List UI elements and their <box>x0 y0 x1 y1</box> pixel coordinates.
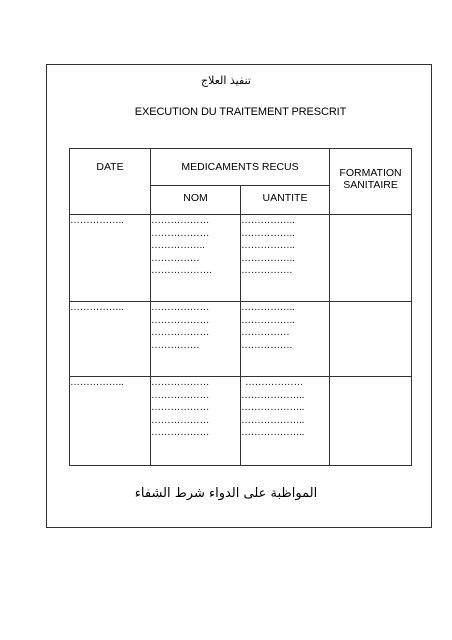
treatment-table <box>69 148 412 466</box>
quantite-blank: …………….. <box>241 252 295 264</box>
table-row <box>70 377 412 466</box>
header-nom: NOM <box>151 186 241 215</box>
nom-blank: ……………… <box>151 227 210 239</box>
date-blank: …………….. <box>70 377 124 388</box>
nom-blank: ……………… <box>151 302 210 313</box>
header-formation: FORMATION SANITAIRE <box>330 149 412 215</box>
quantite-blank: …………… <box>241 327 290 338</box>
table-row <box>70 302 412 377</box>
formation-blank-cell <box>330 215 412 302</box>
table-row <box>70 215 412 302</box>
nom-blank: ……………… <box>151 327 210 338</box>
nom-blank: ……………… <box>151 402 210 413</box>
nom-blank: ……………… <box>151 377 210 388</box>
nom-blank: ……………… <box>151 389 210 401</box>
header-quantite: UANTITE <box>241 186 330 215</box>
quantite-blank: ……………….. <box>241 414 305 426</box>
header-medicaments: MEDICAMENTS RECUS <box>151 149 330 186</box>
header-row <box>70 149 412 186</box>
quantite-blank: ……………….. <box>241 402 305 413</box>
title-french: EXECUTION DU TRAITEMENT PRESCRIT <box>134 106 347 118</box>
quantite-blank: ……………. <box>241 265 292 276</box>
date-blank: …………….. <box>70 215 124 226</box>
nom-blank: …………… <box>151 339 200 351</box>
footer-arabic: المواظبة على الدواء شرط الشفاء <box>134 486 318 501</box>
nom-blank: …………….. <box>151 240 205 251</box>
nom-blank: ……………… <box>151 314 210 326</box>
quantite-blank: ……………….. <box>241 427 305 438</box>
quantite-blank: …………….. <box>241 314 295 326</box>
formation-blank-cell <box>330 302 412 377</box>
formation-blank-cell <box>330 377 412 466</box>
quantite-blank: ……………….. <box>241 389 305 401</box>
quantite-blank: ……………. <box>241 339 292 351</box>
title-arabic: تنفيذ العلاج <box>201 74 251 87</box>
quantite-blank: …………….. <box>241 240 295 251</box>
quantite-blank: …………….. <box>241 215 295 226</box>
nom-blank: ………………. <box>151 265 212 276</box>
date-blank: …………….. <box>70 302 124 313</box>
nom-blank: ……………… <box>151 427 210 438</box>
nom-blank: ……………… <box>151 414 210 426</box>
quantite-blank: …………….. <box>241 227 295 239</box>
nom-blank: …………… <box>151 252 200 264</box>
quantite-blank: ……………… <box>245 377 304 388</box>
header-date: DATE <box>70 149 151 215</box>
nom-blank: ……………… <box>151 215 210 226</box>
quantite-blank: …………….. <box>241 302 295 313</box>
